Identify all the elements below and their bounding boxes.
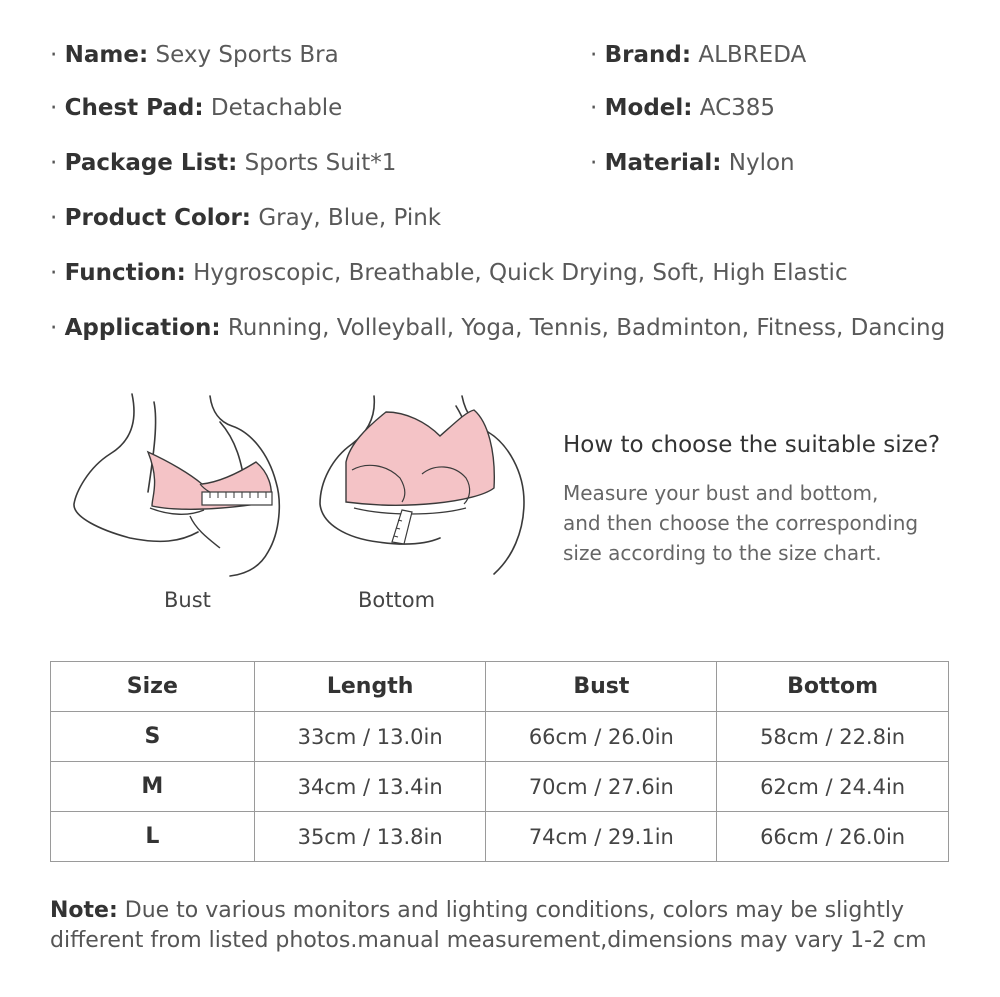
spec-name: · Name: Sexy Sports Bra — [50, 42, 339, 68]
bottom-cell: 66cm / 26.0in — [717, 812, 949, 862]
spec-label: Chest Pad: — [64, 95, 204, 121]
column-header-bottom: Bottom — [717, 662, 949, 712]
bottom-cell: 62cm / 24.4in — [717, 762, 949, 812]
howto-line: Measure your bust and bottom, — [563, 481, 879, 505]
column-header-bust: Bust — [486, 662, 717, 712]
spec-value: Hygroscopic, Breathable, Quick Drying, Soft, High Elastic — [193, 260, 848, 286]
size-cell: S — [51, 712, 255, 762]
spec-value: Nylon — [728, 150, 795, 176]
spec-value: Gray, Blue, Pink — [258, 205, 442, 231]
spec-brand: · Brand: ALBREDA — [590, 42, 807, 68]
bust-cell: 74cm / 29.1in — [486, 812, 717, 862]
note-paragraph — [50, 896, 970, 956]
bottom-measure-illustration — [316, 392, 531, 577]
column-header-size: Size — [51, 662, 255, 712]
length-cell: 33cm / 13.0in — [254, 712, 486, 762]
length-cell: 35cm / 13.8in — [254, 812, 486, 862]
spec-label: Name: — [64, 42, 149, 68]
bottom-cell: 58cm / 22.8in — [717, 712, 949, 762]
spec-value: Sexy Sports Bra — [155, 42, 339, 68]
bottom-caption: Bottom — [358, 588, 436, 612]
howto-line: size according to the size chart. — [563, 541, 882, 565]
spec-product-color: · Product Color: Gray, Blue, Pink — [50, 205, 442, 231]
measuring-tape — [392, 510, 412, 544]
spec-value: Detachable — [210, 95, 343, 121]
spec-model: · Model: AC385 — [590, 95, 776, 121]
spec-material: · Material: Nylon — [590, 150, 795, 176]
length-cell: 34cm / 13.4in — [254, 762, 486, 812]
bust-caption: Bust — [164, 588, 211, 612]
bust-cell: 66cm / 26.0in — [486, 712, 717, 762]
howto-title: How to choose the suitable size? — [563, 432, 941, 458]
size-chart-table — [50, 661, 949, 862]
size-cell: L — [51, 812, 255, 862]
table-row — [51, 812, 949, 862]
spec-function: · Function: Hygroscopic, Breathable, Quick Drying, Soft, High Elastic — [50, 260, 848, 286]
spec-value: AC385 — [699, 95, 776, 121]
spec-value: Running, Volleyball, Yoga, Tennis, Badminton, Fitness, Dancing — [227, 315, 946, 341]
howto-line: and then choose the corresponding — [563, 511, 919, 535]
spec-label: Function: — [64, 260, 186, 286]
table-header-row — [51, 662, 949, 712]
column-header-length: Length — [254, 662, 486, 712]
bust-cell: 70cm / 27.6in — [486, 762, 717, 812]
spec-value: ALBREDA — [698, 42, 807, 68]
spec-label: Model: — [604, 95, 693, 121]
note-text: Due to various monitors and lighting conditions, colors may be slightly different from listed photos.manual measurement,dimensions may vary 1-2 cm — [50, 898, 927, 953]
bra-shape — [346, 410, 494, 505]
spec-application: · Application: Running, Volleyball, Yoga, Tennis, Badminton, Fitness, Dancing — [50, 315, 946, 341]
note-label: Note: — [50, 898, 118, 923]
measuring-tape — [202, 492, 272, 505]
spec-label: Brand: — [604, 42, 692, 68]
bust-measure-illustration — [70, 392, 300, 577]
spec-label: Material: — [604, 150, 722, 176]
spec-label: Product Color: — [64, 205, 252, 231]
spec-chest-pad: · Chest Pad: Detachable — [50, 95, 343, 121]
spec-label: Package List: — [64, 150, 238, 176]
spec-label: Application: — [64, 315, 221, 341]
howto-description — [563, 478, 993, 568]
table-row — [51, 762, 949, 812]
spec-value: Sports Suit*1 — [244, 150, 397, 176]
size-cell: M — [51, 762, 255, 812]
spec-package-list: · Package List: Sports Suit*1 — [50, 150, 397, 176]
table-row — [51, 712, 949, 762]
